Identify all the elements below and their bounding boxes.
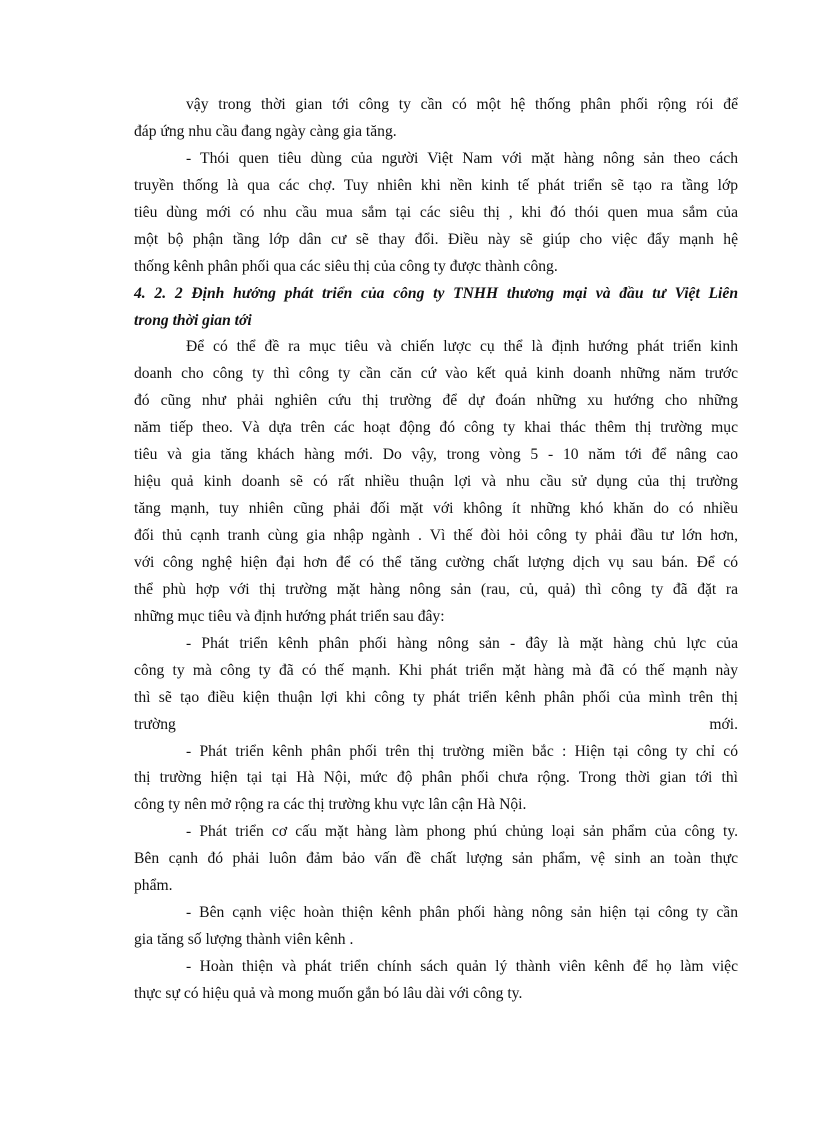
text-line: thể phù hợp với thị trường mặt hàng nông sản (rau, củ, quả) thì công ty đã đặt ra	[134, 580, 738, 598]
text-line: vậy trong thời gian tới công ty cần có một hệ thống phân phối rộng rói để	[186, 96, 738, 113]
text-line: thống kênh phân phối qua các siêu thị của công ty được thành công.	[134, 257, 558, 275]
text-line: truyền thống là qua các chợ. Tuy nhiên khi nền kinh tế phát triển sẽ tạo ra tầng lớp	[134, 176, 738, 194]
bullet-channel-members	[134, 900, 738, 954]
text-line: thực sự có hiệu quả và mong muốn gắn bó lâu dài với công ty.	[134, 984, 523, 1002]
bullet-product-structure	[134, 819, 738, 900]
document-page	[134, 92, 738, 1008]
bullet-management-policy	[134, 954, 738, 1008]
text-line: Để có thể đề ra mục tiêu và chiến lược cụ thể là định hướng phát triển kinh	[186, 338, 738, 356]
text-line: Bên cạnh đó phải luôn đảm bảo vấn đề chất lượng sản phẩm, vệ sinh an toàn thực	[134, 850, 738, 868]
heading-line: trong thời gian tới	[134, 311, 252, 329]
paragraph-orientation-body	[134, 334, 738, 630]
section-heading	[134, 281, 738, 335]
heading-line: 4. 2. 2 Định hướng phát triển của công ty TNHH thương mại và đầu tư Việt Liên	[134, 284, 738, 302]
text-line: - Phát triển kênh phân phối hàng nông sản - đây là mặt hàng chủ lực của	[186, 634, 738, 652]
text-line: doanh cho công ty thì công ty cần căn cứ vào kết quả kinh doanh những năm trước	[134, 365, 738, 383]
text-line: công ty mà công ty đã có thế mạnh. Khi phát triển mặt hàng mà đã có thế mạnh này	[134, 661, 738, 679]
text-line: năm tiếp theo. Và dựa trên các hoạt động đó công ty khai thác thêm thị trường mục	[134, 419, 738, 437]
text-line: hiệu quả kinh doanh sẽ có rất nhiều thuận lợi và nhu cầu sử dụng của thị trường	[134, 473, 738, 491]
text-line: gia tăng số lượng thành viên kênh .	[134, 931, 354, 949]
text-line: những mục tiêu và định hướng phát triển sau đây:	[134, 607, 445, 625]
paragraph-consumer-habits	[134, 146, 738, 281]
text-line: - Bên cạnh việc hoàn thiện kênh phân phối hàng nông sản hiện tại công ty cần	[186, 904, 738, 922]
text-line: - Thói quen tiêu dùng của người Việt Nam với mặt hàng nông sản theo cách	[186, 149, 738, 167]
text-line: phẩm.	[134, 877, 173, 895]
text-line: với công nghệ hiện đại hơn để có thể tăng cường chất lượng dịch vụ sau bán. Để có	[134, 553, 738, 571]
text-line: thì sẽ tạo điều kiện thuận lợi khi công ty phát triển kênh phân phối của mình trên thị	[134, 688, 738, 706]
text-line: đối thủ cạnh tranh cùng gia nhập ngành . Vì thế đòi hỏi công ty phải đầu tư lớn hơn,	[134, 527, 738, 544]
paragraph-continuation	[134, 92, 738, 146]
text-line: đó cũng như phải nghiên cứu thị trường để dự đoán những xu hướng cho những	[134, 392, 738, 410]
text-line: tăng mạnh, tuy nhiên cũng phải đối mặt với không ít những khó khăn do có nhiều	[134, 500, 738, 518]
bullet-agricultural-channel	[134, 631, 738, 739]
bullet-northern-market	[134, 739, 738, 820]
text-line: tiêu dùng mới có nhu cầu mua sắm tại các siêu thị , khi đó thói quen mua sắm của	[134, 203, 738, 221]
text-line: - Phát triển kênh phân phối trên thị trường miền bắc : Hiện tại công ty chỉ có	[186, 742, 738, 760]
text-line: một bộ phận tầng lớp dân cư sẽ thay đổi. Điều này sẽ giúp cho việc đẩy mạnh hệ	[134, 230, 738, 248]
text-line: tiêu và gia tăng khách hàng mới. Do vậy, trong vòng 5 - 10 năm tới để nâng cao	[134, 446, 738, 464]
text-line: công ty nên mở rộng ra các thị trường khu vực lân cận Hà Nội.	[134, 796, 527, 814]
text-line: trường mới.	[134, 715, 738, 733]
text-line: - Phát triển cơ cấu mặt hàng làm phong phú chủng loại sản phẩm của công ty.	[186, 823, 738, 841]
text-line: - Hoàn thiện và phát triển chính sách quản lý thành viên kênh để họ làm việc	[186, 958, 738, 975]
text-line: đáp ứng nhu cầu đang ngày càng gia tăng.	[134, 122, 397, 140]
text-line: thị trường hiện tại tại Hà Nội, mức độ phân phối chưa rộng. Trong thời gian tới thì	[134, 769, 738, 787]
